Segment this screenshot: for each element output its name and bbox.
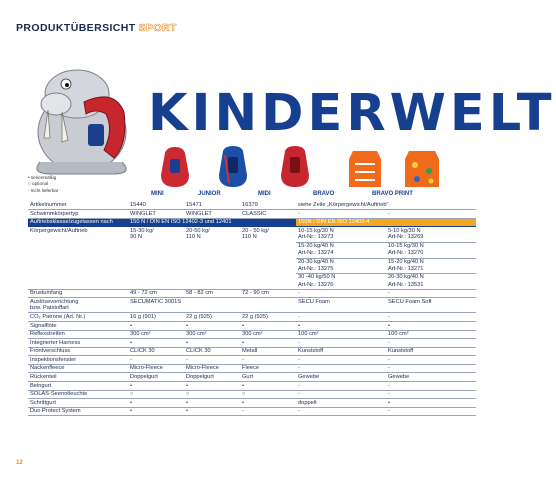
cell-line: 20 - 50 kg/ [242, 227, 269, 234]
table-cell: 22 g (925) [240, 313, 296, 322]
table-cell: - [296, 407, 386, 416]
row-label: Nackenfleece [28, 364, 128, 373]
table-row [28, 356, 476, 365]
table-cell: ○ [128, 390, 184, 399]
table-cell: - [386, 364, 476, 373]
table-row [28, 339, 476, 348]
table-cell: Metall [240, 347, 296, 356]
table-cell: 15471 [184, 201, 240, 210]
table-cell: 22 g (925) [184, 313, 240, 322]
cell-line: 15-20 kg/40 N [386, 258, 476, 265]
table-row [28, 347, 476, 356]
certification-orange: 150N / DIN EN ISO 12402-4 [296, 218, 476, 227]
row-label-line: Auslösevorrichtung [30, 298, 79, 305]
table-cell: • [240, 321, 296, 330]
table-cell: • [128, 407, 184, 416]
table-cell: • [184, 339, 240, 348]
spec-table [28, 201, 476, 416]
table-cell: Micro-Fleece [128, 364, 184, 373]
row-label: Rückenteil [28, 373, 128, 382]
cell-line: Art-Nr.: 13273 [298, 234, 334, 241]
table-cell: 72 - 90 cm [240, 289, 296, 298]
cell-line: 110 N [242, 234, 257, 241]
header-subtitle: SPORT [138, 22, 177, 34]
row-label: Duo Protect System [28, 407, 128, 416]
table-row [28, 364, 476, 373]
table-row [28, 298, 476, 313]
table-row [28, 321, 476, 330]
table-cell [386, 227, 476, 289]
table-cell: 100 cm² [386, 330, 476, 339]
cell-line: Art-Nr.: 13269 [388, 234, 424, 241]
table-cell: 100 cm² [296, 330, 386, 339]
table-row [28, 399, 476, 408]
table-cell: - [386, 407, 476, 416]
table-cell: siehe Zeile „Körpergewicht/Auftrieb“ [296, 201, 476, 210]
cell-line: 15-30 kg/ [130, 227, 154, 234]
table-row [28, 330, 476, 339]
table-cell: • [184, 321, 240, 330]
row-label: Integrierter Harness [28, 339, 128, 348]
table-cell: SECUMATIC 3001S [128, 298, 296, 313]
product-images [145, 145, 470, 191]
table-cell: - [296, 210, 386, 219]
junior-vest-image [219, 146, 247, 187]
table-row-highlight [28, 218, 476, 227]
table-row [28, 289, 476, 298]
midi-vest-image [281, 146, 309, 187]
table-cell: Fleece [240, 364, 296, 373]
table-cell: 300 cm² [128, 330, 184, 339]
table-cell: 16379 [240, 201, 296, 210]
table-row [28, 210, 476, 219]
table-cell: - [296, 313, 386, 322]
table-cell: - [296, 289, 386, 298]
table-cell: 300 cm² [240, 330, 296, 339]
table-row [28, 313, 476, 322]
col-head-bravo-print: BRAVO PRINT [372, 191, 413, 197]
certification-blue: 150 N / DIN EN ISO 12402-3 und 12401 [128, 218, 296, 227]
table-cell: CLICK 30 [128, 347, 184, 356]
table-cell: - [296, 364, 386, 373]
table-cell: - [386, 390, 476, 399]
table-cell [184, 227, 240, 289]
page-title: KINDERWELT [148, 84, 556, 143]
walrus-mascot-illustration [22, 62, 142, 177]
table-cell: - [296, 356, 386, 365]
bravo-print-vest-image [405, 151, 439, 187]
table-row [28, 227, 476, 289]
mini-vest-image [161, 147, 189, 187]
row-label: Brustumfang [28, 289, 128, 298]
cell-line: 30 -40 kg/50 N [296, 273, 386, 280]
table-cell: WINGLET [184, 210, 240, 219]
table-cell: - [240, 407, 296, 416]
cell-line: 10-15 kg/30 N [298, 227, 334, 234]
table-cell: Doppelgurt [184, 373, 240, 382]
table-row [28, 201, 476, 210]
table-cell: Gewebe [386, 373, 476, 382]
table-row [28, 382, 476, 391]
table-cell: • [386, 321, 476, 330]
table-cell: 58 - 82 cm [184, 289, 240, 298]
cell-line: Art-Nr.: 13531 [388, 281, 424, 288]
table-cell: CLICK 30 [184, 347, 240, 356]
cell-line: Art-Nr.: 13271 [388, 265, 424, 272]
table-cell: • [240, 382, 296, 391]
row-label: Inspektionsfenster [28, 356, 128, 365]
row-label [28, 298, 128, 313]
page-number: 12 [16, 460, 23, 466]
table-cell: 15440 [128, 201, 184, 210]
table-cell: 300 cm² [184, 330, 240, 339]
cell-line: 110 N [186, 234, 201, 241]
row-label: Auftriebsklasse/zugelassen nach [28, 218, 128, 227]
table-cell [128, 227, 184, 289]
row-label: Schwimmkörpertyp [28, 210, 128, 219]
table-cell: SECU Foam Soft [386, 298, 476, 313]
col-head-mini: MINI [151, 191, 164, 197]
table-cell: • [128, 399, 184, 408]
table-cell: SECU Foam [296, 298, 386, 313]
row-label: Reflexstreifen [28, 330, 128, 339]
table-cell: ○ [240, 390, 296, 399]
column-headers [0, 191, 480, 199]
table-cell: • [184, 399, 240, 408]
cell-line: 10-15 kg/30 N [386, 242, 476, 249]
table-cell: CLASSIC [240, 210, 296, 219]
table-cell: • [240, 339, 296, 348]
row-label: CO₂ Patrone (Art. Nr.) [28, 313, 128, 322]
table-cell: - [386, 356, 476, 365]
row-label: Frontverschluss [28, 347, 128, 356]
cell-line: 20-30 kg/40 N [386, 273, 476, 280]
cell-line: Art-Nr.: 13274 [298, 250, 334, 257]
table-cell: - [386, 382, 476, 391]
table-cell: • [184, 407, 240, 416]
table-cell: doppelt [296, 399, 386, 408]
cell-line: 15-20 kg/40 N [296, 242, 386, 249]
table-cell: • [128, 339, 184, 348]
table-cell: - [296, 390, 386, 399]
table-cell: - [296, 339, 386, 348]
cell-line: Art-Nr.: 13275 [298, 265, 334, 272]
row-label: Artikelnummer [28, 201, 128, 210]
table-cell: • [296, 321, 386, 330]
table-cell: - [296, 382, 386, 391]
table-row [28, 390, 476, 399]
table-cell [296, 227, 386, 289]
cell-line: 20-50 kg/ [186, 227, 210, 234]
col-head-midi: MIDI [258, 191, 271, 197]
cell-line: Art-Nr.: 13270 [388, 250, 424, 257]
table-cell: Micro-Fleece [184, 364, 240, 373]
row-label: Beingurt [28, 382, 128, 391]
table-cell: WINGLET [128, 210, 184, 219]
cell-line: 20-30 kg/40 N [296, 258, 386, 265]
row-label: Schrittgurt [28, 399, 128, 408]
bravo-vest-image [349, 151, 381, 187]
table-cell: ○ [184, 390, 240, 399]
table-cell: - [128, 356, 184, 365]
table-row [28, 407, 476, 416]
col-head-junior: JUNIOR [198, 191, 221, 197]
table-cell: - [184, 356, 240, 365]
cell-line: Art-Nr.: 13276 [298, 281, 334, 288]
table-cell: - [386, 289, 476, 298]
table-cell: • [386, 399, 476, 408]
page-header [16, 22, 177, 34]
cell-line: 90 N [130, 234, 143, 241]
table-cell: • [128, 321, 184, 330]
row-label: Körpergewicht/Auftrieb [28, 227, 128, 289]
row-label: Signalflöte [28, 321, 128, 330]
table-cell: Kunststoff [296, 347, 386, 356]
table-cell [240, 227, 296, 289]
cell-line: 5-10 kg/30 N [388, 227, 421, 234]
table-cell: • [240, 399, 296, 408]
table-row [28, 373, 476, 382]
table-cell: Kunststoff [386, 347, 476, 356]
legend-standard: • serienmäßig [28, 175, 57, 180]
col-head-bravo: BRAVO [313, 191, 335, 197]
table-cell: 49 - 72 cm [128, 289, 184, 298]
table-cell: • [128, 382, 184, 391]
legend-unavailable: - nicht lieferbar [28, 187, 59, 193]
table-cell: Gurt [240, 373, 296, 382]
row-label: SOLAS-Seenotleuchte [28, 390, 128, 399]
row-label-line: bzw. Patstoffart [30, 305, 69, 312]
table-cell: • [184, 382, 240, 391]
legend-optional: ○ optional [28, 181, 49, 187]
table-cell: - [386, 210, 476, 219]
table-cell: - [240, 356, 296, 365]
table-cell: Gewebe [296, 373, 386, 382]
header-title: PRODUKTÜBERSICHT [16, 22, 136, 34]
table-cell: 16 g (901) [128, 313, 184, 322]
table-cell: - [386, 313, 476, 322]
table-cell: - [386, 339, 476, 348]
table-cell: Doppelgurt [128, 373, 184, 382]
